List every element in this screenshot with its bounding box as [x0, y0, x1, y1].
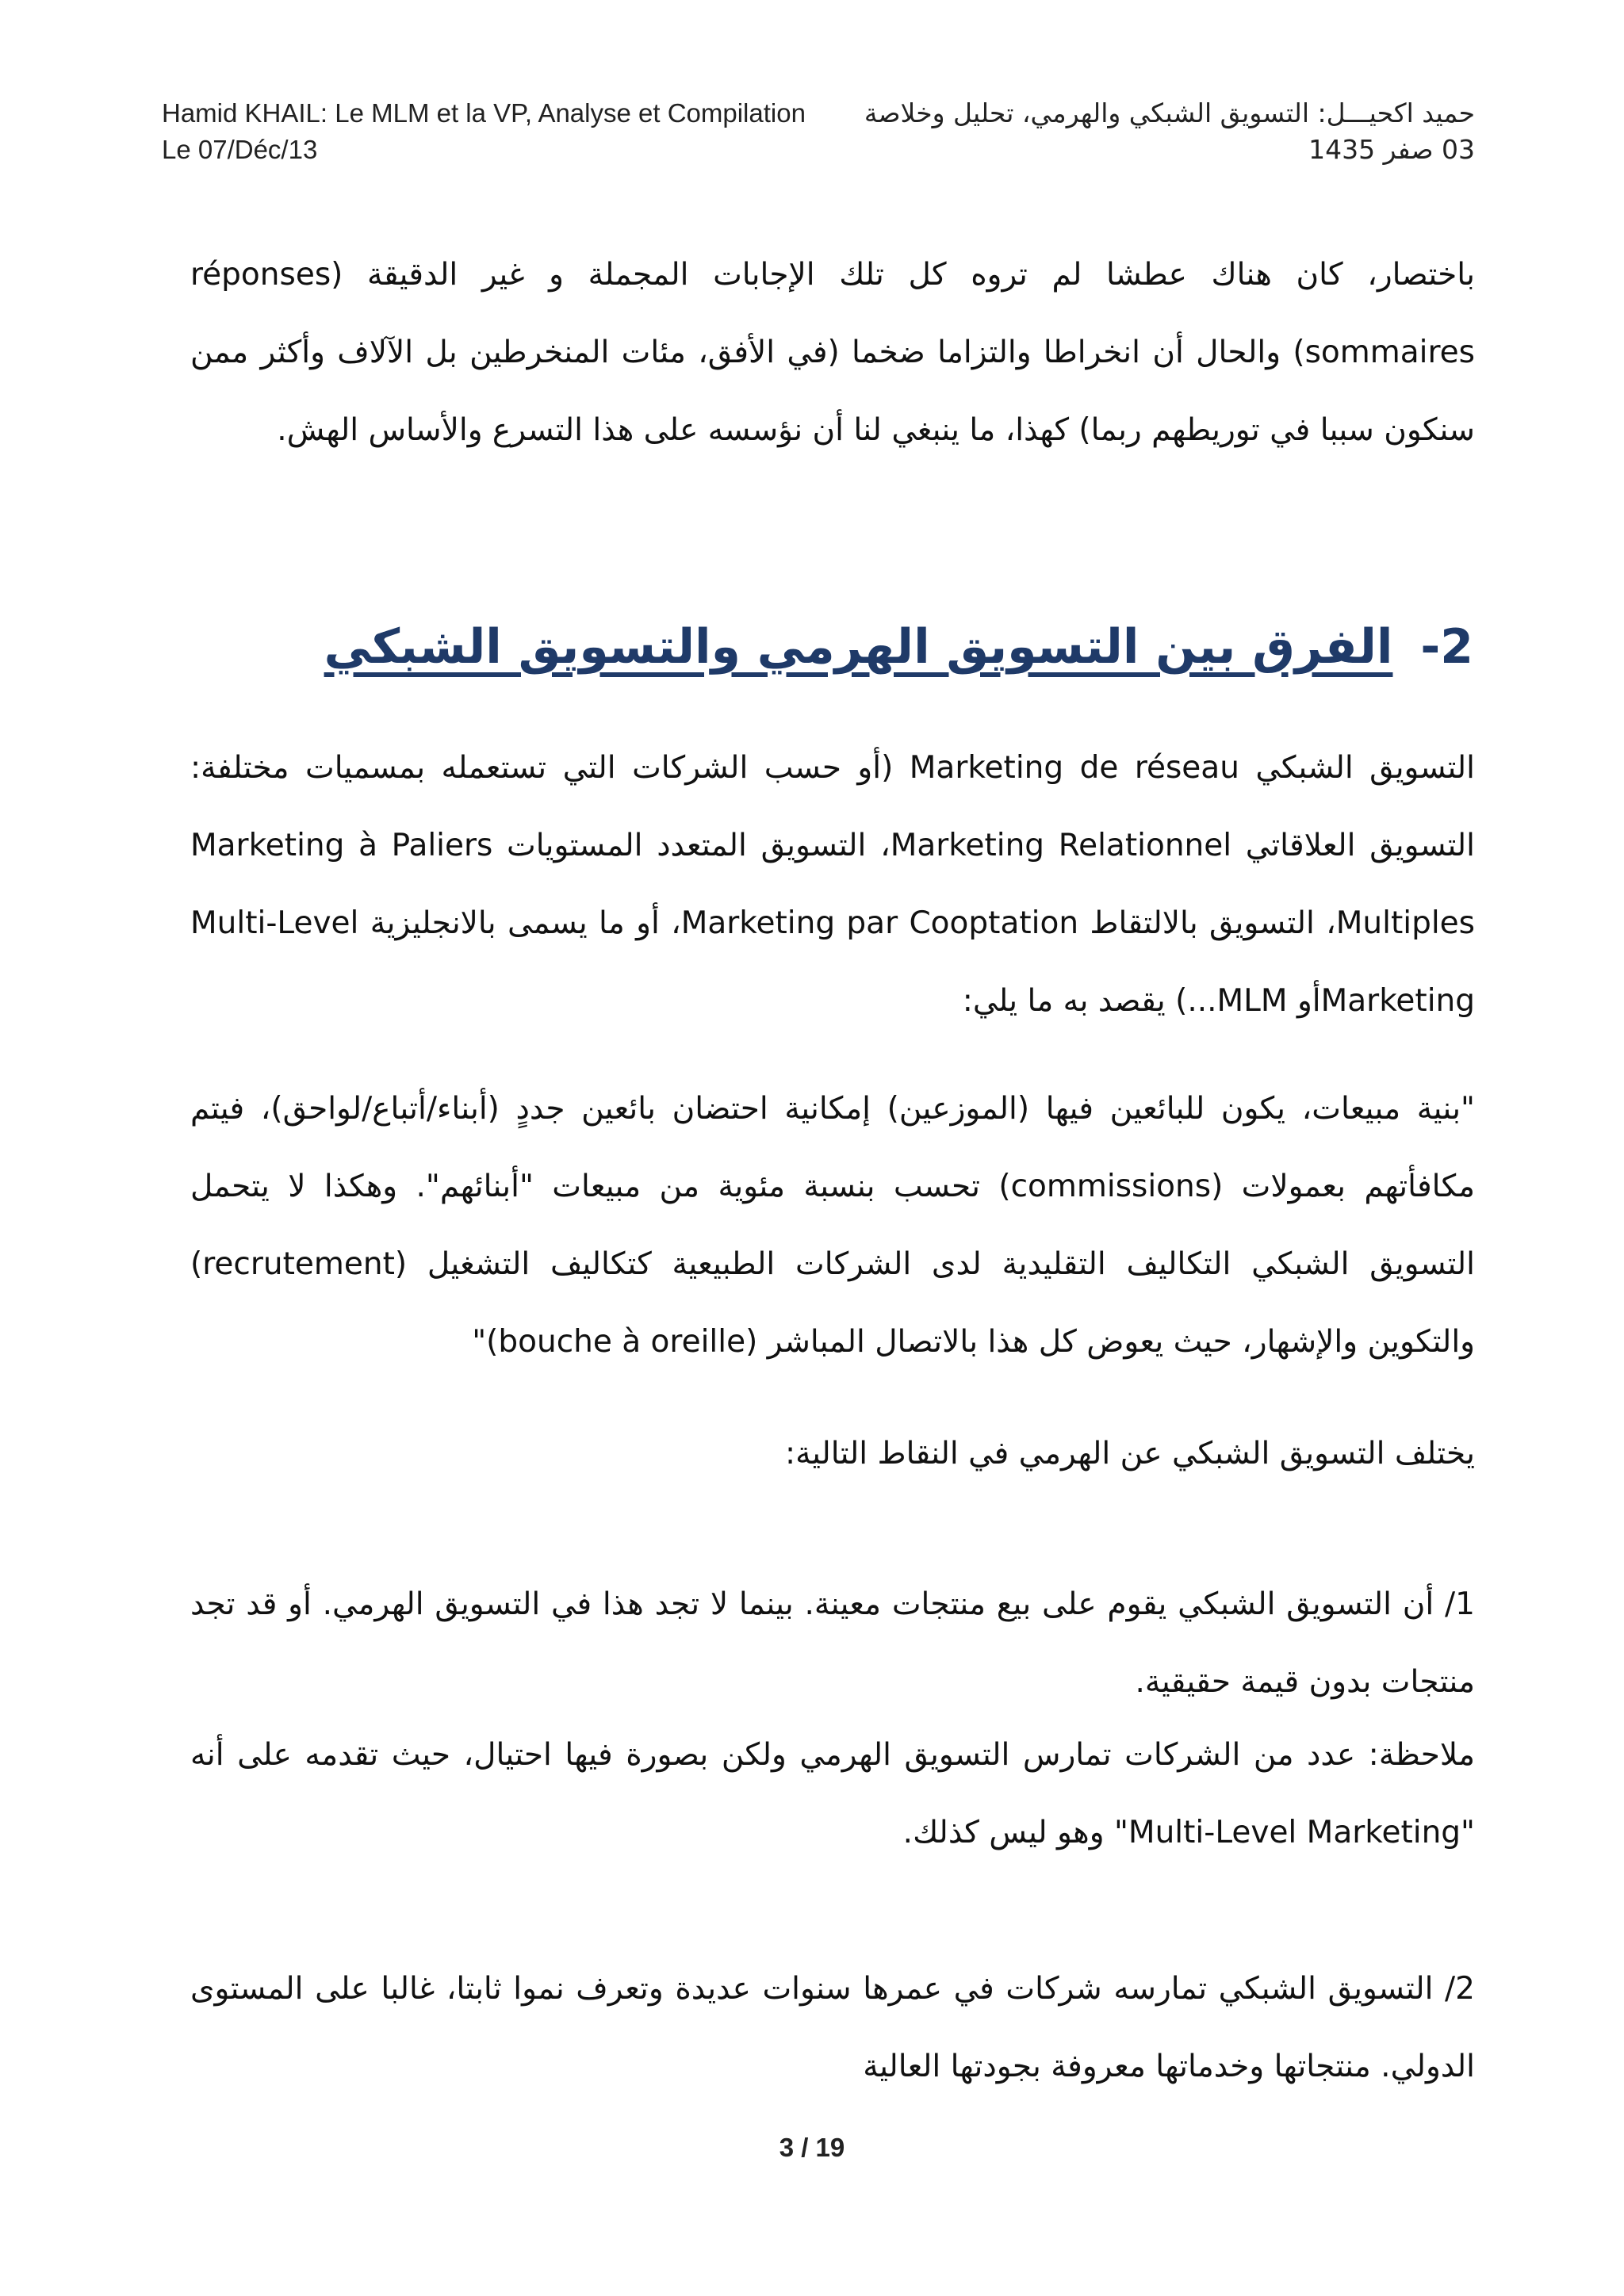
- section-heading: [324, 610, 1473, 683]
- note-paragraph: ملاحظة: عدد من الشركات تمارس التسويق الهرمي ولكن بصورة فيها احتيال، حيث تقدمه على أنه "Multi-Level Marketing" وهو ليس كذلك.: [190, 1737, 1475, 1850]
- header-date-hijri: 03 صفر 1435: [1308, 134, 1475, 165]
- intro-paragraph: باختصار، كان هناك عطشا لم تروه كل تلك الإجابات المجملة و غير الدقيقة (réponses sommaires) والحال أن انخراطا والتزاما ضخما (في الأفق، مئات المنخرطين بل الآلاف وأكثر ممن سنكون سببا في توريطهم ربما) كهذا، ما ينبغي لنا أن نؤسسه على هذا التسرع والأساس الهش.: [190, 257, 1475, 448]
- definition-paragraph: التسويق الشبكي Marketing de réseau (أو حسب الشركات التي تستعمله بمسميات مختلفة: التسويق العلاقاتي Marketing Relationnel، التسويق المتعدد المستويات Marketing à Paliers Multiples، التسويق بالالتقاط Marketing par Cooptation، أو ما يسمى بالانجليزية Multi-Level Marketingأو MLM...) يقصد به ما يلي:: [190, 750, 1475, 1019]
- quote-paragraph: "بنية مبيعات، يكون للبائعين فيها (الموزعين) إمكانية احتضان بائعين جددٍ (أبناء/أتباع/لواحق)، فيتم مكافأتهم بعمولات (commissions) تحسب بنسبة مئوية من مبيعات "أبنائهم". وهكذا لا يتحمل التسويق الشبكي التكاليف التقليدية لدى الشركات الطبيعية كتكاليف التشغيل (recrutement) والتكوين والإشهار، حيث يعوض كل هذا بالاتصال المباشر (bouche à oreille)": [190, 1091, 1475, 1360]
- section-number: 2-: [1420, 619, 1473, 675]
- header-left: [162, 95, 806, 168]
- header-date-gregorian: Le 07/Déc/13: [162, 135, 318, 164]
- section-title: الفرق بين التسويق الهرمي والتسويق الشبكي: [324, 619, 1393, 675]
- point-2-paragraph: 2/ التسويق الشبكي تمارسه شركات في عمرها سنوات عديدة وتعرف نموا ثابتا، غالبا على المستوى الدولي. منتجاتها وخدماتها معروفة بجودتها العالية: [190, 1971, 1475, 2084]
- page-number: 3 / 19: [779, 2133, 845, 2162]
- header-right: [864, 95, 1475, 168]
- header-author-title-arabic: حميد اكحيـــل: التسويق الشبكي والهرمي، تحليل وخلاصة: [864, 98, 1475, 128]
- header-author-title: Hamid KHAIL: Le MLM et la VP, Analyse et Compilation: [162, 98, 806, 128]
- point-1-paragraph: 1/ أن التسويق الشبكي يقوم على بيع منتجات معينة. بينما لا تجد هذا في التسويق الهرمي. أو قد تجد منتجات بدون قيمة حقيقية.: [190, 1586, 1475, 1700]
- differs-paragraph: يختلف التسويق الشبكي عن الهرمي في النقاط التالية:: [785, 1436, 1475, 1471]
